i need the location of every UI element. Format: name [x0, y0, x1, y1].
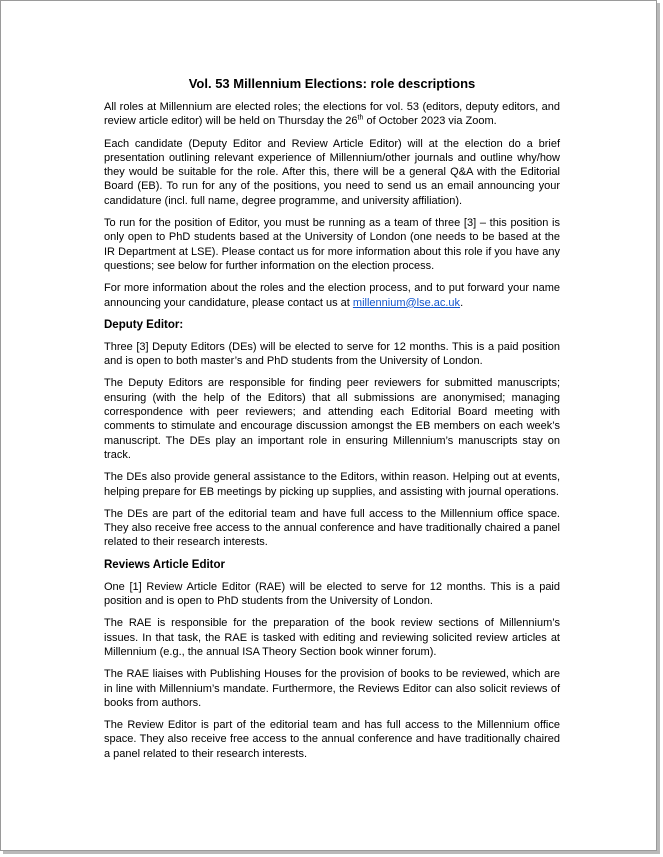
- reviews-editor-heading: Reviews Article Editor: [104, 558, 226, 571]
- intro-p4-text: For more information about the roles and the election process, and to put forward your name announcing your candidature, please contact us at: [104, 282, 560, 309]
- intro-paragraph-1: [104, 100, 560, 129]
- deputy-paragraph-4: The DEs are part of the editorial team and have full access to the Millennium office space. They also receive free access to the annual conference and have traditionally chaired a panel related to their research interests.: [104, 507, 560, 549]
- deputy-paragraph-3: The DEs also provide general assistance to the Editors, within reason. Helping out at events, helping prepare for EB meetings by picking up supplies, and assisting with journal operations.: [104, 471, 560, 498]
- deputy-editor-heading: Deputy Editor:: [104, 318, 184, 331]
- intro-p1-text: All roles at Millennium are elected roles; the elections for vol. 53 (editors, deputy editors, and review article editor) will be held on Thursday the 26: [104, 101, 560, 128]
- reviews-paragraph-3: The RAE liaises with Publishing Houses for the provision of books to be reviewed, which are in line with Millennium’s mandate. Furthermore, the Reviews Editor can also solicit reviews of books from authors.: [104, 668, 560, 709]
- deputy-paragraph-2: The Deputy Editors are responsible for finding peer reviewers for submitted manuscripts; ensuring (with the help of the Editors) that all submissions are anonymised; managing correspondence with peer reviewers; and attending each Editorial Board meeting with comments to stimulate and encourage discussion amongst the EB members on each week’s manuscript. The DEs play an important role in ensuring Millennium’s manuscripts stay on track.: [104, 377, 560, 461]
- intro-paragraph-2: Each candidate (Deputy Editor and Review Article Editor) will at the election do a brief presentation outlining relevant experience of Millennium/other journals and outline why/how they would be suitable for the role. After this, there will be a general Q&A with the Editorial Board (EB). To run for any of the positions, you need to send us an email announcing your candidature (incl. full name, degree programme, and university affiliation).: [104, 137, 560, 207]
- intro-paragraph-4: [104, 281, 560, 310]
- intro-p1-text-end: of October 2023 via Zoom.: [363, 115, 497, 128]
- intro-p4-text-end: .: [460, 296, 464, 309]
- deputy-paragraph-1: Three [3] Deputy Editors (DEs) will be elected to serve for 12 months. This is a paid position and is open to both master’s and PhD students from the University of London.: [104, 340, 560, 368]
- date-superscript: th: [357, 114, 364, 122]
- reviews-paragraph-4: The Review Editor is part of the editorial team and has full access to the Millennium office space. They also receive free access to the annual conference and have traditionally chaired a panel related to their research interests.: [104, 719, 560, 760]
- reviews-paragraph-2: The RAE is responsible for the preparation of the book review sections of Millennium’s issues. In that task, the RAE is tasked with editing and reviewing solicited review articles at Millennium (e.g., the annual ISA Theory Section book winner forum).: [104, 617, 560, 658]
- page-title: Vol. 53 Millennium Elections: role descriptions: [188, 76, 476, 91]
- reviews-paragraph-1: One [1] Review Article Editor (RAE) will be elected to serve for 12 months. This is a paid position and is open to PhD students from the University of London.: [104, 580, 560, 608]
- email-link[interactable]: millennium@lse.ac.uk: [352, 296, 461, 309]
- intro-paragraph-3: To run for the position of Editor, you must be running as a team of three [3] – this position is only open to PhD students based at the University of London (one needs to be based at the IR Department at LSE). Please contact us for more information about this role if you have any questions; see below for further information on the election process.: [104, 217, 560, 272]
- document-body: [104, 75, 560, 769]
